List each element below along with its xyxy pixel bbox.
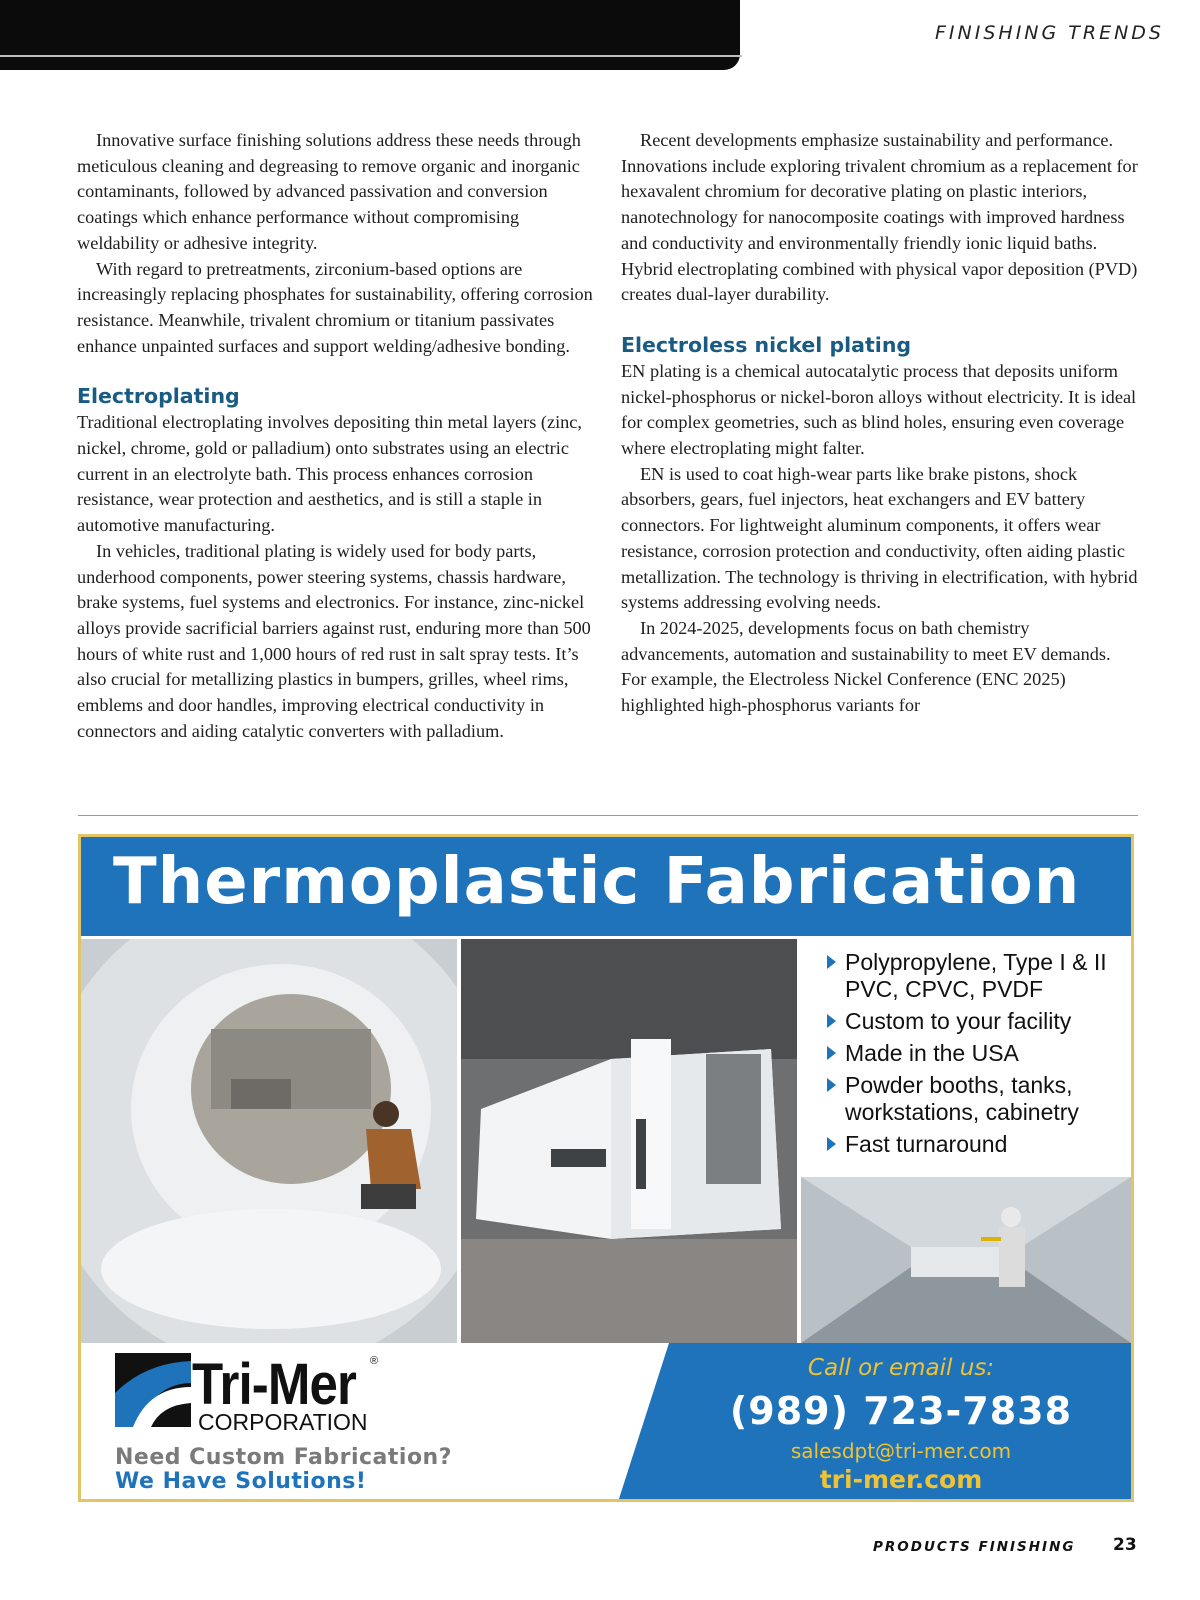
left-column (77, 128, 595, 744)
page-number: 23 (1113, 1535, 1137, 1555)
bullet-triangle-icon (827, 1046, 836, 1060)
bullet-triangle-icon (827, 955, 836, 969)
list-item: Fast turnaround (825, 1131, 1130, 1158)
section-title: FINISHING TRENDS (935, 22, 1164, 44)
tagline-answer: We Have Solutions! (115, 1469, 367, 1494)
tagline-question: Need Custom Fabrication? (115, 1445, 452, 1470)
header-rule (0, 55, 742, 57)
website-link[interactable]: tri-mer.com (819, 1465, 983, 1494)
paragraph: EN is used to coat high-wear parts like brake pistons, shock absorbers, gears, fuel injectors, heat exchangers and EV battery connectors. For lightweight aluminum components, it offers wear resistance, corrosion protection and conductivity, often aiding plastic metallization. The technology is thriving in electrification, with hybrid systems addressing evolving needs. (621, 463, 1138, 613)
advertisement[interactable] (78, 834, 1134, 1502)
paragraph: Recent developments emphasize sustainability and performance. Innovations include exploring trivalent chromium as a replacement for hexavalent chromium for decorative plating on plastic interiors, nanotechnology for nanocomposite coatings with improved hardness and conductivity and environmentally friendly ionic liquid baths. Hybrid electroplating combined with physical vapor deposition (PVD) creates dual-layer durability. (621, 130, 1138, 305)
ad-separator (78, 815, 1138, 816)
right-column (621, 128, 1139, 719)
photo-worker-in-duct (81, 939, 457, 1343)
paragraph: With regard to pretreatments, zirconium-based options are increasingly replacing phosphates for sustainability, offering corrosion resistance. Meanwhile, trivalent chromium or titanium passivates enhance unpainted surfaces and support welding/adhesive bonding. (77, 258, 593, 356)
photo-powder-booth (801, 1177, 1131, 1343)
ad-title: Thermoplastic Fabrication (113, 845, 1081, 919)
email-link[interactable]: salesdpt@tri-mer.com (790, 1439, 1012, 1463)
photo-white-enclosure (461, 939, 797, 1343)
registered-mark: ® (370, 1355, 379, 1367)
list-item: Made in the USA (825, 1040, 1130, 1067)
logo-corporation: CORPORATION (198, 1409, 368, 1435)
feature-list (825, 949, 1130, 1163)
bullet-triangle-icon (827, 1078, 836, 1092)
section-heading-electroless-nickel: Electroless nickel plating (621, 332, 912, 357)
call-to-action: Call or email us: (807, 1355, 995, 1381)
list-item: Custom to your facility (825, 1008, 1130, 1035)
bullet-triangle-icon (827, 1137, 836, 1151)
phone-number[interactable]: (989) 723-7838 (729, 1389, 1073, 1433)
ad-title-banner (81, 837, 1131, 936)
paragraph: In vehicles, traditional plating is widely used for body parts, underhood components, power steering systems, chassis hardware, brake systems, fuel systems and electronics. For instance, zinc-nickel alloys provide sacrificial barriers against rust, enduring more than 500 hours of white rust and 1,000 hours of red rust in salt spray tests. It’s also crucial for metallizing plastics in bumpers, grilles, wheel rims, emblems and door handles, improving electrical conductivity in connectors and aiding catalytic converters with palladium. (77, 540, 591, 741)
section-heading-electroplating: Electroplating (77, 384, 240, 409)
bullet-triangle-icon (827, 1014, 836, 1028)
list-item: Powder booths, tanks, workstations, cabinetry (825, 1072, 1130, 1126)
paragraph: Traditional electroplating involves depositing thin metal layers (zinc, nickel, chrome, gold or palladium) onto substrates using an electric current in an electrolyte bath. This process enhances corrosion resistance, wear protection and aesthetics, and is still a staple in automotive manufacturing. (77, 412, 582, 536)
paragraph: EN plating is a chemical autocatalytic process that deposits uniform nickel-phosphorus or nickel-boron alloys without electricity. It is ideal for complex geometries, such as blind holes, ensuring even coverage where electroplating might falter. (621, 360, 1137, 459)
publication-name: PRODUCTS FINISHING (873, 1539, 1076, 1555)
tri-mer-logo-mark-icon (115, 1353, 191, 1427)
logo-wordmark: Tri-Mer (192, 1352, 357, 1417)
paragraph: In 2024-2025, developments focus on bath chemistry advancements, automation and sustainability to meet EV demands. For example, the Electroless Nickel Conference (ENC 2025) highlighted high-phosphorus variants for (621, 617, 1111, 716)
paragraph: Innovative surface finishing solutions address these needs through meticulous cleaning and degreasing to remove organic and inorganic contaminants, followed by advanced passivation and conversion coatings which enhance performance without compromising weldability or adhesive integrity. (77, 130, 581, 253)
header-bar (0, 0, 740, 70)
tri-mer-logo (115, 1353, 495, 1439)
list-item: Polypropylene, Type I & II PVC, CPVC, PVDF (825, 949, 1130, 1003)
